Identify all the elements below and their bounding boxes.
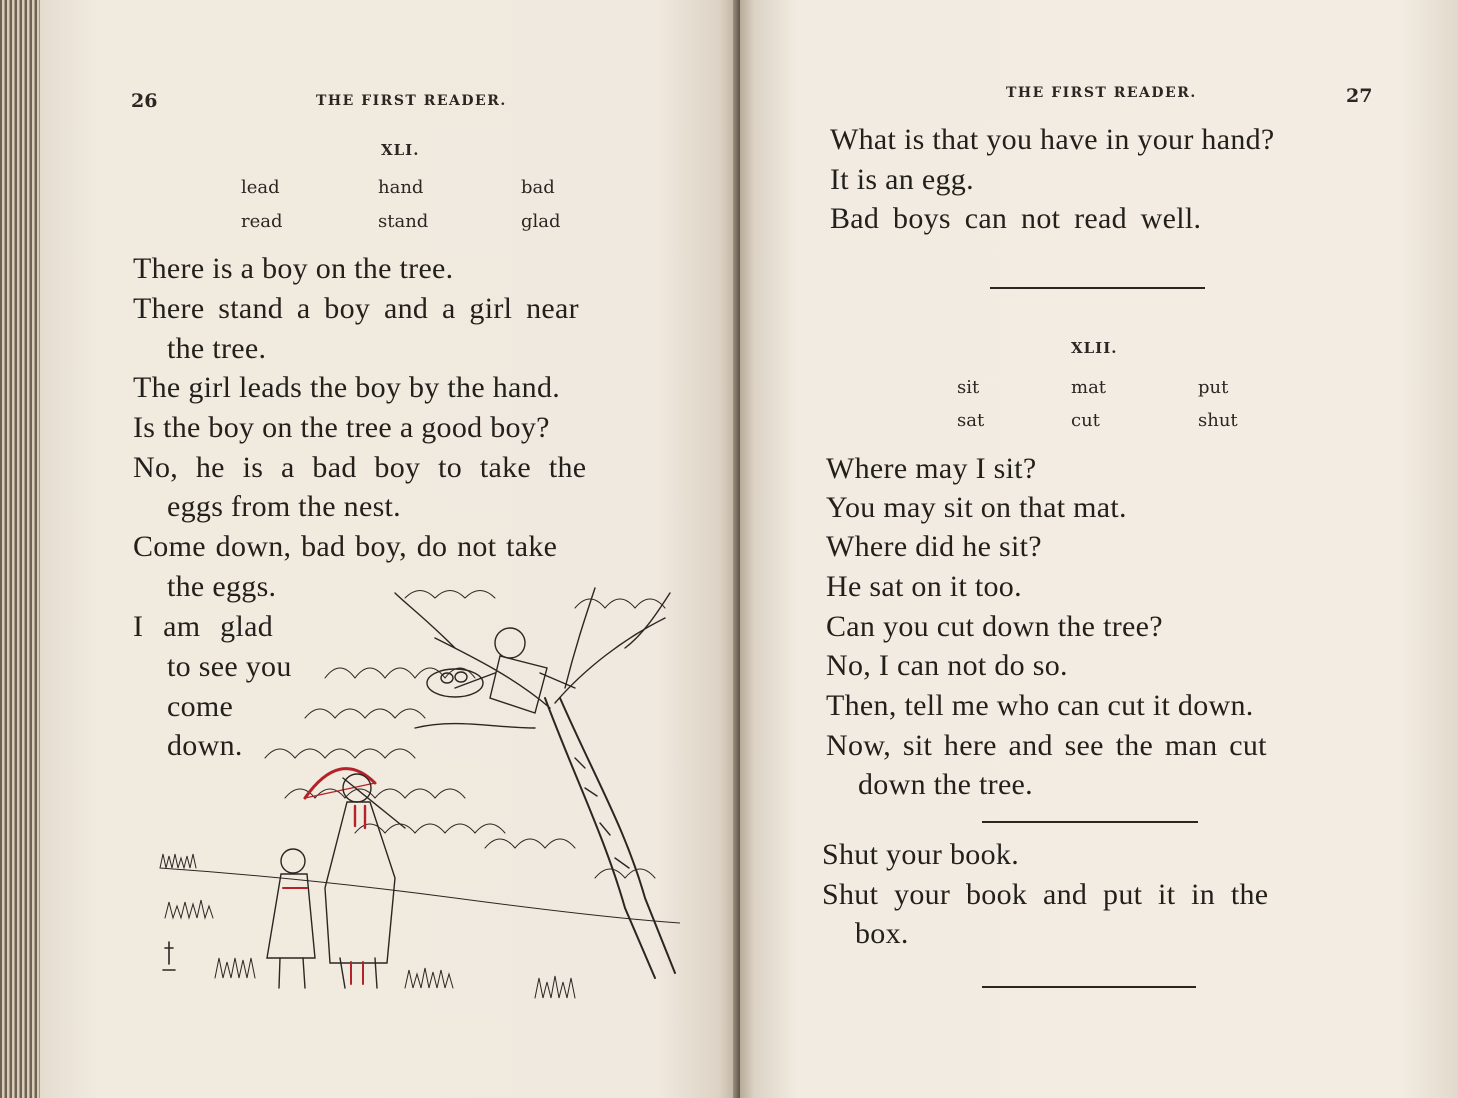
vocab-word: sit (957, 377, 980, 398)
text-line: Bad boys can not read well. (830, 202, 1202, 235)
section-divider (982, 986, 1196, 988)
vocab-word: bad (521, 177, 555, 198)
vocab-word: mat (1071, 377, 1107, 398)
text-line: No, I can not do so. (826, 649, 1068, 682)
vocab-word: sat (957, 410, 985, 431)
text-line: Now, sit here and see the man cut (826, 729, 1267, 762)
left-running-head: THE FIRST READER. (316, 93, 507, 109)
text-line: Where did he sit? (826, 530, 1042, 563)
vocab-word: put (1198, 377, 1229, 398)
text-line: He sat on it too. (826, 570, 1022, 603)
text-line: It is an egg. (830, 163, 974, 196)
right-running-head: THE FIRST READER. (1006, 85, 1197, 101)
page-edges (0, 0, 44, 1098)
text-line: What is that you have in your hand? (830, 123, 1275, 156)
text-line: the eggs. (167, 570, 277, 603)
text-line: eggs from the nest. (167, 490, 401, 523)
text-line: Come down, bad boy, do not take (133, 530, 558, 563)
lesson-number-xlii: XLII. (1071, 339, 1118, 357)
text-line: The girl leads the boy by the hand. (133, 371, 561, 404)
text-line: I am glad (133, 610, 273, 643)
text-line: Then, tell me who can cut it down. (826, 689, 1254, 722)
text-line: come (167, 690, 234, 723)
text-line: Where may I sit? (826, 452, 1037, 485)
text-line: No, he is a bad boy to take the (133, 451, 587, 484)
text-line: Shut your book. (822, 838, 1020, 871)
vocab-word: hand (378, 177, 424, 198)
vocab-word: shut (1198, 410, 1238, 431)
text-line: You may sit on that mat. (826, 491, 1127, 524)
text-line: There is a boy on the tree. (133, 252, 454, 285)
illustration-children-and-tree (155, 578, 680, 1003)
vocab-word: read (241, 211, 283, 232)
right-page-number: 27 (1346, 85, 1373, 107)
text-line: down the tree. (858, 768, 1033, 801)
left-page-number: 26 (131, 90, 158, 112)
vocab-word: glad (521, 211, 561, 232)
text-line: down. (167, 729, 243, 762)
vocab-word: stand (378, 211, 429, 232)
vocab-word: lead (241, 177, 280, 198)
text-line: Is the boy on the tree a good boy? (133, 411, 550, 444)
text-line: Shut your book and put it in the (822, 878, 1269, 911)
text-line: box. (855, 917, 909, 950)
lesson-number-xli: XLI. (381, 141, 420, 159)
text-line: Can you cut down the tree? (826, 610, 1163, 643)
section-divider (982, 821, 1198, 823)
text-line: the tree. (167, 332, 267, 365)
text-line: There stand a boy and a girl near (133, 292, 579, 325)
vocab-word: cut (1071, 410, 1100, 431)
section-divider (990, 287, 1205, 289)
text-line: to see you (167, 650, 292, 683)
